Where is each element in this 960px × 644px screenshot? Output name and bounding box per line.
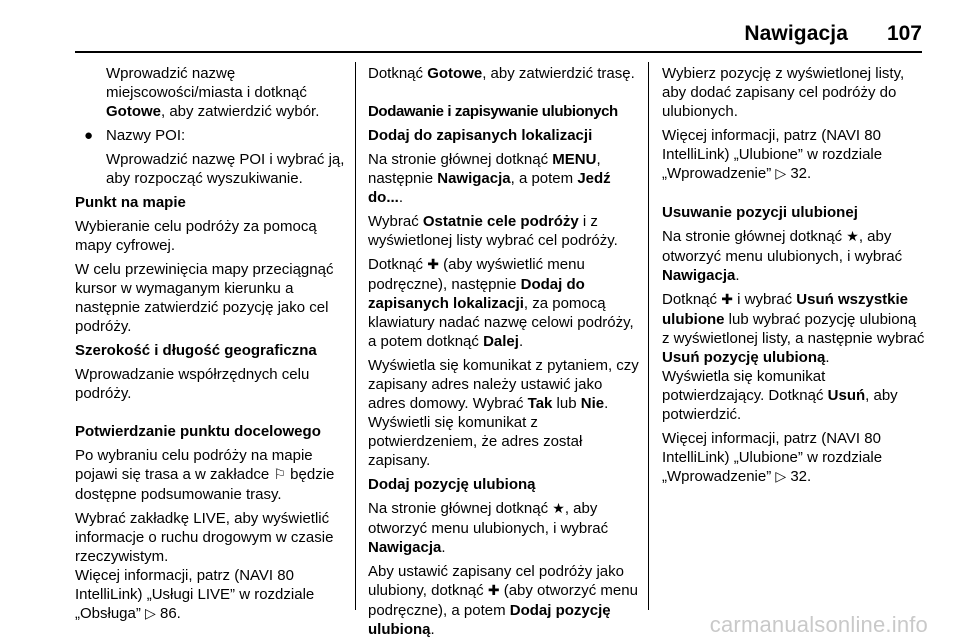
page-reference-arrow-icon: ▷	[775, 469, 787, 485]
paragraph: Na stronie głównej dotknąć ★, aby otworzyć menu ulubionych, i wybrać Nawigacja.	[662, 228, 903, 284]
heading-add-saved-locations: Dodaj do zapisanych lokalizacji	[368, 127, 593, 144]
heading-favourites: Dodawanie i zapisywanie ulubionych	[368, 103, 618, 120]
heading-remove-favourite: Usuwanie pozycji ulubionej	[662, 204, 858, 221]
paragraph: Więcej informacji, patrz (NAVI 80 IntelliLink) „Ulubione” w rozdziale „Wprowadzenie” ▷ 32.	[662, 127, 883, 182]
paragraph: Po wybraniu celu podróży na mapie pojawi się trasa a w zakładce ⚐ będzie dostępne podsumowanie trasy.	[75, 447, 335, 503]
paragraph: Wprowadzanie współrzędnych celu podróży.	[75, 366, 310, 402]
flag-icon: ⚐	[273, 467, 286, 483]
paragraph: Na stronie głównej dotknąć MENU, następnie Nawigacja, a potem Jedź do....	[368, 151, 611, 206]
heading-coordinates: Szerokość i długość geograficzna	[75, 342, 317, 359]
paragraph: Więcej informacji, patrz (NAVI 80 IntelliLink) „Ulubione” w rozdziale „Wprowadzenie” ▷ 32.	[662, 430, 883, 485]
page-reference-arrow-icon: ▷	[145, 606, 156, 622]
heading-add-favourite: Dodaj pozycję ulubioną	[368, 476, 536, 493]
bullet-item: ● Nazwy POI:	[84, 127, 186, 144]
plus-icon: ✚	[427, 257, 439, 273]
paragraph: Dotknąć ✚ i wybrać Usuń wszystkie ulubione lub wybrać pozycję ulubioną z wyświetlonej listy, a następnie wybrać Usuń pozycję ulubioną.	[662, 291, 925, 366]
bullet-dot: ●	[84, 127, 94, 144]
column-middle	[368, 64, 643, 644]
paragraph: Wybierz pozycję z wyświetlonej listy, aby dodać zapisany cel podróży do ulubionych.	[662, 65, 905, 120]
paragraph: Aby ustawić zapisany cel podróży jako ulubiony, dotknąć ✚ (aby otworzyć menu podręczne), a potem Dodaj pozycję ulubioną.	[368, 563, 638, 638]
plus-icon: ✚	[487, 583, 500, 599]
star-icon: ★	[846, 229, 859, 245]
paragraph: Wyświetla się komunikat potwierdzający. Dotknąć Usuń, aby potwierdzić.	[662, 368, 898, 423]
column-divider	[355, 62, 356, 610]
paragraph: Dotknąć ✚ (aby wyświetlić menu podręczne), następnie Dodaj do zapisanych lokalizacji, za pomocą klawiatury nadać nazwę celowi podróży, a potem dotknąć Dalej.	[368, 256, 634, 350]
column-right	[662, 64, 927, 492]
paragraph: Wybrać Ostatnie cele podróży i z wyświetlonej listy wybrać cel podróży.	[368, 213, 618, 249]
paragraph: Dotknąć Gotowe, aby zatwierdzić trasę.	[368, 65, 635, 82]
header-rule	[75, 51, 922, 53]
plus-icon: ✚	[721, 292, 733, 308]
paragraph: Wybrać zakładkę LIVE, aby wyświetlić informacje o ruchu drogowym w czasie rzeczywistym.	[75, 510, 334, 565]
page-reference-arrow-icon: ▷	[775, 166, 787, 182]
paragraph: Wyświetla się komunikat z pytaniem, czy zapisany adres należy ustawić jako adres domowy. Wybrać Tak lub Nie. Wyświetli się komunikat z potwierdzeniem, że adres został zapisany.	[368, 357, 639, 469]
paragraph: W celu przewinięcia mapy przeciągnąć kursor w wymaganym kierunku a następnie zatwierdzić pozycję jako cel podróży.	[75, 261, 334, 335]
paragraph: Na stronie głównej dotknąć ★, aby otworzyć menu ulubionych, i wybrać Nawigacja.	[368, 500, 609, 556]
section-title: Nawigacja	[744, 22, 848, 45]
column-divider	[648, 62, 649, 610]
column-left	[75, 64, 355, 629]
page-number: 107	[886, 22, 922, 45]
paragraph: Więcej informacji, patrz (NAVI 80 IntelliLink) „Usługi LIVE” w rozdziale „Obsługa” ▷ 86.	[75, 567, 315, 622]
star-icon: ★	[552, 501, 565, 517]
paragraph: Wybieranie celu podróży za pomocą mapy cyfrowej.	[75, 218, 317, 254]
page-header	[0, 0, 960, 56]
paragraph: Wprowadzić nazwę miejscowości/miasta i dotknąć Gotowe, aby zatwierdzić wybór.	[106, 65, 320, 120]
paragraph: Wprowadzić nazwę POI i wybrać ją, aby rozpocząć wyszukiwanie.	[106, 151, 345, 187]
heading-map-point: Punkt na mapie	[75, 194, 186, 211]
watermark: carmanualsonline.info	[709, 612, 928, 637]
heading-confirm-destination: Potwierdzanie punktu docelowego	[75, 423, 321, 440]
